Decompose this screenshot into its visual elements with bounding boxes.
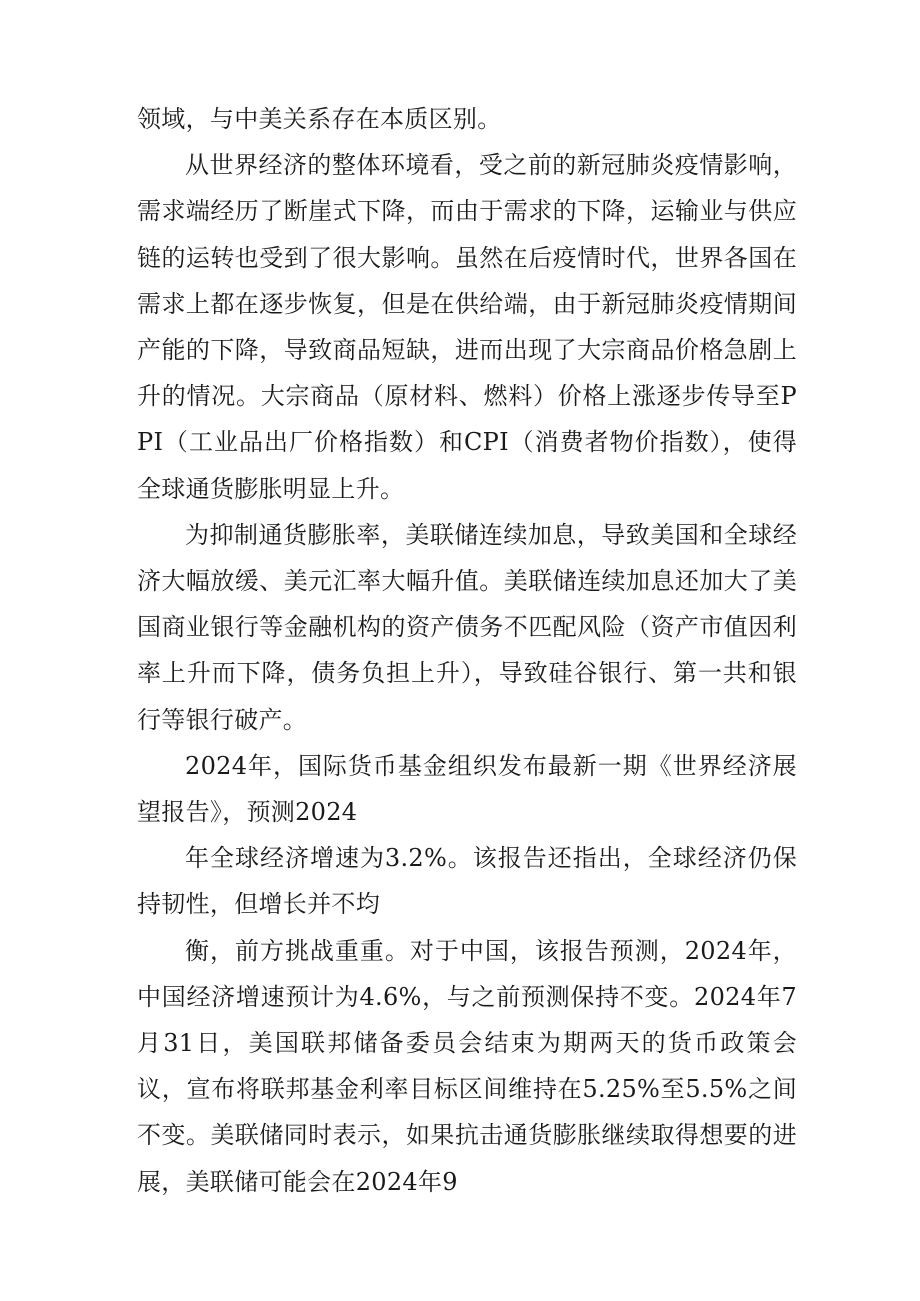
paragraph-6: 衡，前方挑战重重。对于中国，该报告预测，2024年，中国经济增速预计为4.6%，与之前预测保持不变。2024年7月31日，美国联邦储备委员会结束为期两天的货币政策会议，宣布将联邦基金利率目标区间维持在5.25%至5.5%之间不变。美联储同时表示，如果抗击通货膨胀继续取得想要的进展，美联储可能会在2024年9 — [137, 936, 797, 1196]
document-body — [137, 96, 797, 1205]
paragraph-4: 2024年，国际货币基金组织发布最新一期《世界经济展望报告》，预测2024 — [137, 751, 797, 827]
paragraph-5: 年全球经济增速为3.2%。该报告还指出，全球经济仍保持韧性，但增长并不均 — [137, 844, 797, 919]
paragraph-1: 领域，与中美关系存在本质区别。 — [137, 105, 502, 133]
paragraph-3: 为抑制通货膨胀率，美联储连续加息，导致美国和全球经济大幅放缓、美元汇率大幅升值。美联储连续加息还加大了美国商业银行等金融机构的资产债务不匹配风险（资产市值因利率上升而下降，债务负担上升），导致硅谷银行、第一共和银行等银行破产。 — [137, 520, 797, 734]
paragraph-2: 从世界经济的整体环境看，受之前的新冠肺炎疫情影响，需求端经历了断崖式下降，而由于需求的下降，运输业与供应链的运转也受到了很大影响。虽然在后疫情时代，世界各国在需求上都在逐步恢复，但是在供给端，由于新冠肺炎疫情期间产能的下降，导致商品短缺，进而出现了大宗商品价格急剧上升的情况。大宗商品（原材料、燃料）价格上涨逐步传导至PPI（工业品出厂价格指数）和CPI（消费者物价指数），使得全球通货膨胀明显上升。 — [137, 151, 797, 503]
